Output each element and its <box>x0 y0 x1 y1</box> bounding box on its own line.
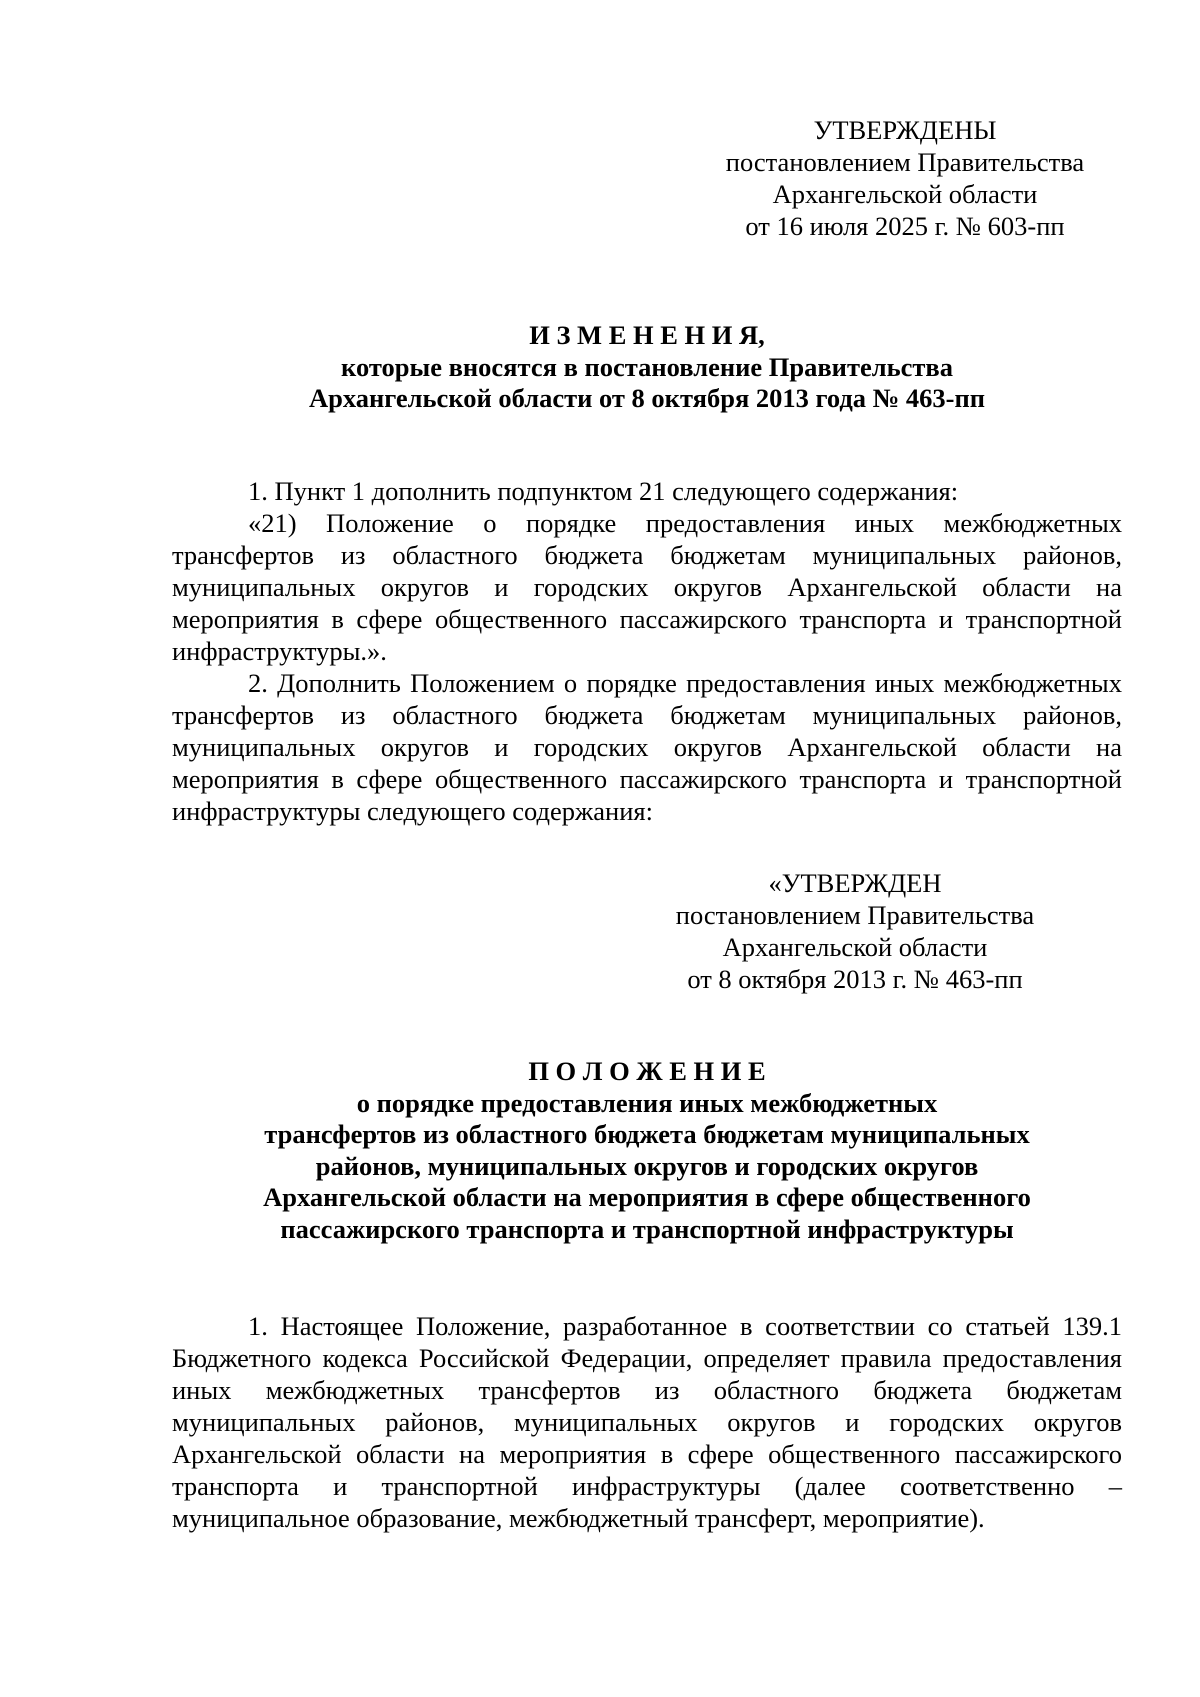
changes-subtitle-line: которые вносятся в постановление Правительства <box>341 351 953 382</box>
paragraph: 2. Дополнить Положением о порядке предоставления иных межбюджетных трансфертов из областного бюджета бюджетам муниципальных районов, муниципальных округов и городских округов Архангельской области на мероприятия в сфере общественного пассажирского транспорта и транспортной инфраструктуры следующего содержания: <box>172 668 1122 826</box>
regulation-subtitle-line: районов, муниципальных округов и городских округов <box>315 1150 979 1181</box>
changes-subtitle-line: Архангельской области от 8 октября 2013 года № 463-пп <box>308 383 986 413</box>
approval-line: постановлением Правительства <box>725 147 1085 177</box>
changes-title: И З М Е Н Е Н И Я, <box>529 320 765 350</box>
changes-heading <box>172 320 1122 415</box>
regulation-body <box>172 1310 1122 1534</box>
paragraph: 1. Пункт 1 дополнить подпунктом 21 следующего содержания: <box>248 476 959 506</box>
approval-line: постановлением Правительства <box>675 900 1035 930</box>
approval-line: Архангельской области <box>722 932 988 962</box>
changes-body <box>172 475 1122 827</box>
regulation-subtitle-line: Архангельской области на мероприятия в сфере общественного <box>263 1182 1031 1212</box>
approval-date: от 16 июля 2025 г. № 603-пп <box>745 211 1065 241</box>
regulation-subtitle-line: пассажирского транспорта и транспортной инфраструктуры <box>280 1213 1014 1244</box>
paragraph: 1. Настоящее Положение, разработанное в соответствии со статьей 139.1 Бюджетного кодекса Российской Федерации, определяет правила предоставления иных межбюджетных трансфертов из областного бюджета бюджетам муниципальных районов, муниципальных округов и городских округов Архангельской области на мероприятия в сфере общественного пассажирского транспорта и транспортной инфраструктуры (далее соответственно – муниципальное образование, межбюджетный трансферт, мероприятие). <box>172 1311 1122 1533</box>
approval-date: от 8 октября 2013 г. № 463-пп <box>687 964 1023 994</box>
approval-line: Архангельской области <box>772 179 1038 209</box>
regulation-subtitle-line: трансфертов из областного бюджета бюджетам муниципальных <box>264 1119 1030 1149</box>
regulation-subtitle-line: о порядке предоставления иных межбюджетных <box>356 1087 938 1118</box>
paragraph: «21) Положение о порядке предоставления иных межбюджетных трансфертов из областного бюджета бюджетам муниципальных районов, муниципальных округов и городских округов Архангельской области на мероприятия в сфере общественного пассажирского транспорта и транспортной инфраструктуры.». <box>172 508 1122 666</box>
regulation-heading <box>172 1056 1122 1245</box>
regulation-title: П О Л О Ж Е Н И Е <box>528 1056 766 1086</box>
approval-stamp-inner <box>650 867 1060 995</box>
approval-title: «УТВЕРЖДЕН <box>768 868 942 898</box>
approval-stamp-top <box>700 114 1110 242</box>
approval-title: УТВЕРЖДЕНЫ <box>813 115 997 145</box>
